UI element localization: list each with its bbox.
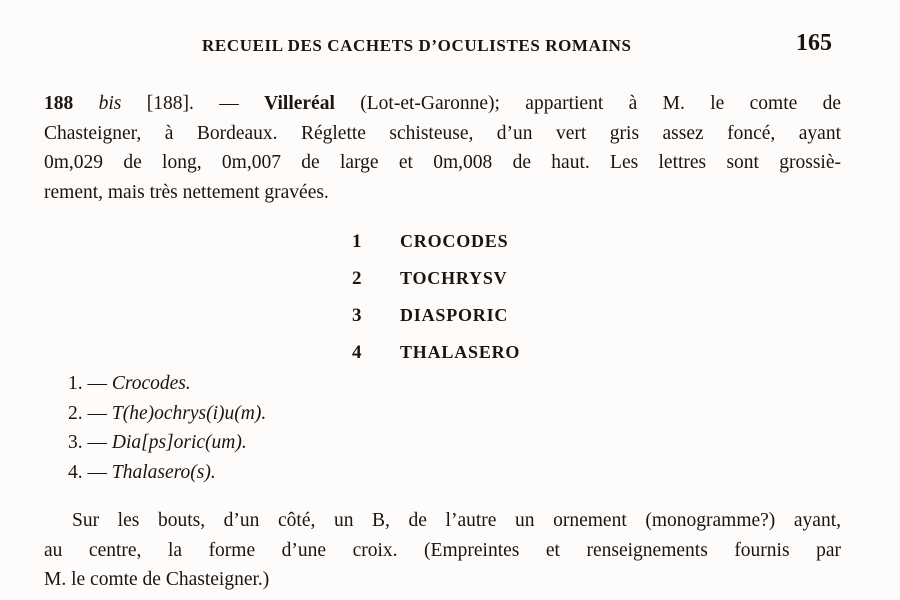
reading-number: 3. — <box>68 432 107 453</box>
reading-number: 4. — <box>68 461 107 483</box>
note-line-3: M. le comte de Chasteigner.) <box>44 569 270 590</box>
reading-text: Crocodes. <box>111 373 191 394</box>
inscription-line-number: 4 <box>352 341 363 363</box>
entry-line-2: Chasteigner, à Bordeaux. Réglette schisteuse, d’un vert gris assez foncé, ayant <box>44 122 841 144</box>
inscription-line <box>352 223 520 260</box>
entry-bis: bis <box>98 93 122 114</box>
reading-number: 1. — <box>68 373 107 394</box>
reading-item <box>68 399 266 429</box>
inscription-line <box>352 297 520 334</box>
inscription-line-number: 3 <box>352 304 363 326</box>
inscription-line-number: 2 <box>352 267 363 289</box>
reading-item <box>68 369 266 399</box>
entry-line-1-rest: (Lot-et-Garonne); appartient à M. le comte de <box>360 93 842 114</box>
running-head: RECUEIL DES CACHETS D’OCULISTES ROMAINS <box>202 36 632 55</box>
reading-text: Thalasero(s). <box>111 461 216 483</box>
entry-place: Villeréal <box>264 93 335 114</box>
reading-text: T(he)ochrys(i)u(m). <box>111 402 267 424</box>
inscription-line <box>352 334 520 371</box>
entry-line-1 <box>44 89 841 119</box>
inscription-line-text: THALASERO <box>400 342 521 362</box>
reading-item <box>68 458 266 488</box>
inscription-block <box>352 223 520 371</box>
reading-text: Dia[ps]oric(um). <box>111 432 247 453</box>
entry-number: 188 <box>44 93 74 114</box>
note-paragraph <box>44 506 841 595</box>
note-line-1: Sur les bouts, d’un côté, un B, de l’autre un ornement (monogramme?) ayant, <box>72 510 841 531</box>
note-line-2: au centre, la forme d’une croix. (Empreintes et renseignements fournis par <box>44 539 841 561</box>
inscription-line-text: TOCHRYSV <box>400 268 508 288</box>
entry-ref: [188]. — <box>146 93 239 114</box>
inscription-line <box>352 260 520 297</box>
reading-item <box>68 428 266 458</box>
inscription-line-number: 1 <box>352 230 363 252</box>
readings-list <box>68 369 266 487</box>
entry-line-4: rement, mais très nettement gravées. <box>44 181 329 203</box>
reading-number: 2. — <box>68 402 107 424</box>
inscription-line-text: CROCODES <box>400 231 509 251</box>
page-number: 165 <box>796 30 832 56</box>
inscription-line-text: DIASPORIC <box>400 305 509 325</box>
entry-paragraph <box>44 89 841 207</box>
entry-line-3: 0m,029 de long, 0m,007 de large et 0m,008 de haut. Les lettres sont grossiè- <box>44 152 841 173</box>
